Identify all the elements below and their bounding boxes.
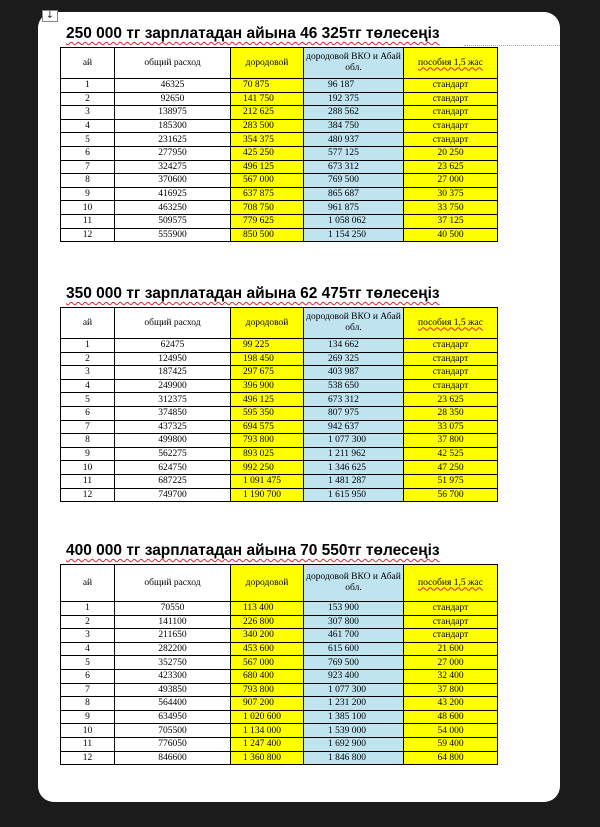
cell-month: 8 <box>61 697 115 711</box>
cell-prenatal-vko-abay: 942 637 <box>304 420 404 434</box>
cell-prenatal-vko-abay: 769 500 <box>304 656 404 670</box>
cell-allowance: 33 075 <box>404 420 498 434</box>
cell-prenatal: 496 125 <box>231 393 304 407</box>
table-row <box>61 201 498 215</box>
cell-prenatal: 779 625 <box>231 214 304 228</box>
cell-allowance: стандарт <box>404 352 498 366</box>
cell-total-expense: 437325 <box>115 420 231 434</box>
header-allowance: пособия 1,5 жас <box>404 565 498 602</box>
section-title: 400 000 тг зарплатадан айына 70 550тг төлесеңіз <box>66 542 440 559</box>
cell-prenatal: 354 375 <box>231 133 304 147</box>
cell-total-expense: 231625 <box>115 133 231 147</box>
salary-section-350000 <box>60 284 498 502</box>
cell-month: 11 <box>61 214 115 228</box>
cell-allowance: 51 975 <box>404 474 498 488</box>
cell-prenatal: 283 500 <box>231 119 304 133</box>
cell-month: 2 <box>61 615 115 629</box>
cell-allowance: 30 375 <box>404 187 498 201</box>
cell-total-expense: 70550 <box>115 602 231 616</box>
cell-month: 8 <box>61 434 115 448</box>
cell-total-expense: 634950 <box>115 710 231 724</box>
cell-prenatal: 212 625 <box>231 106 304 120</box>
cell-allowance: 21 600 <box>404 642 498 656</box>
cell-prenatal-vko-abay: 461 700 <box>304 629 404 643</box>
cell-month: 8 <box>61 174 115 188</box>
cell-total-expense: 509575 <box>115 214 231 228</box>
cell-month: 3 <box>61 366 115 380</box>
payment-table <box>60 564 498 765</box>
table-row <box>61 174 498 188</box>
cell-prenatal: 567 000 <box>231 656 304 670</box>
cell-total-expense: 92650 <box>115 92 231 106</box>
cell-month: 1 <box>61 602 115 616</box>
header-total-expense: общий расход <box>115 48 231 79</box>
cell-total-expense: 562275 <box>115 447 231 461</box>
cell-month: 7 <box>61 683 115 697</box>
cell-allowance: стандарт <box>404 366 498 380</box>
cell-prenatal-vko-abay: 1 539 000 <box>304 724 404 738</box>
cell-prenatal: 793 800 <box>231 434 304 448</box>
cell-total-expense: 282200 <box>115 642 231 656</box>
cell-total-expense: 187425 <box>115 366 231 380</box>
table-row <box>61 393 498 407</box>
table-header-row <box>61 565 498 602</box>
cell-prenatal-vko-abay: 615 600 <box>304 642 404 656</box>
section-title: 350 000 тг зарплатадан айына 62 475тг төлесеңіз <box>66 285 440 302</box>
cell-prenatal-vko-abay: 538 650 <box>304 379 404 393</box>
table-row <box>61 228 498 242</box>
cell-prenatal: 340 200 <box>231 629 304 643</box>
cell-prenatal: 297 675 <box>231 366 304 380</box>
table-row <box>61 366 498 380</box>
cell-allowance: 37 125 <box>404 214 498 228</box>
header-allowance: пособия 1,5 жас <box>404 48 498 79</box>
cell-prenatal: 907 200 <box>231 697 304 711</box>
cell-month: 5 <box>61 133 115 147</box>
cell-prenatal: 708 750 <box>231 201 304 215</box>
cell-month: 1 <box>61 79 115 93</box>
cell-allowance: 54 000 <box>404 724 498 738</box>
cell-prenatal-vko-abay: 192 375 <box>304 92 404 106</box>
section-title: 250 000 тг зарплатадан айына 46 325тг төлесеңіз <box>66 25 440 42</box>
cell-prenatal-vko-abay: 288 562 <box>304 106 404 120</box>
cell-allowance: стандарт <box>404 133 498 147</box>
cell-month: 9 <box>61 187 115 201</box>
cell-allowance: стандарт <box>404 379 498 393</box>
table-row <box>61 434 498 448</box>
cell-allowance: 56 700 <box>404 488 498 502</box>
cell-prenatal-vko-abay: 96 187 <box>304 79 404 93</box>
header-prenatal-vko-abay: дородовой ВКО и Абай обл. <box>304 48 404 79</box>
cell-prenatal-vko-abay: 1 481 287 <box>304 474 404 488</box>
cell-prenatal-vko-abay: 1 846 800 <box>304 751 404 765</box>
cell-month: 5 <box>61 656 115 670</box>
header-month: ай <box>61 308 115 339</box>
table-row <box>61 461 498 475</box>
cell-month: 11 <box>61 474 115 488</box>
table-row <box>61 697 498 711</box>
cell-total-expense: 416925 <box>115 187 231 201</box>
cell-allowance: 37 800 <box>404 434 498 448</box>
cell-allowance: 33 750 <box>404 201 498 215</box>
cell-prenatal: 226 800 <box>231 615 304 629</box>
cell-total-expense: 324275 <box>115 160 231 174</box>
cell-month: 1 <box>61 339 115 353</box>
cell-total-expense: 277950 <box>115 146 231 160</box>
cell-total-expense: 493850 <box>115 683 231 697</box>
cell-prenatal-vko-abay: 865 687 <box>304 187 404 201</box>
cell-prenatal-vko-abay: 480 937 <box>304 133 404 147</box>
cell-total-expense: 352750 <box>115 656 231 670</box>
cell-prenatal: 1 247 400 <box>231 737 304 751</box>
table-row <box>61 737 498 751</box>
cell-prenatal-vko-abay: 1 385 100 <box>304 710 404 724</box>
table-row <box>61 642 498 656</box>
cell-allowance: 32 400 <box>404 669 498 683</box>
cell-prenatal-vko-abay: 1 077 300 <box>304 434 404 448</box>
table-row <box>61 214 498 228</box>
header-prenatal: дородовой <box>231 48 304 79</box>
salary-section-400000 <box>60 541 498 765</box>
cell-prenatal: 1 134 000 <box>231 724 304 738</box>
table-row <box>61 710 498 724</box>
cell-prenatal: 1 091 475 <box>231 474 304 488</box>
table-row <box>61 615 498 629</box>
cell-prenatal: 595 350 <box>231 406 304 420</box>
cell-total-expense: 211650 <box>115 629 231 643</box>
table-row <box>61 133 498 147</box>
cell-allowance: 37 800 <box>404 683 498 697</box>
cell-month: 3 <box>61 106 115 120</box>
cell-total-expense: 249900 <box>115 379 231 393</box>
cell-month: 12 <box>61 228 115 242</box>
cell-total-expense: 555900 <box>115 228 231 242</box>
cell-month: 10 <box>61 724 115 738</box>
table-row <box>61 629 498 643</box>
cell-month: 12 <box>61 488 115 502</box>
table-row <box>61 79 498 93</box>
cell-total-expense: 564400 <box>115 697 231 711</box>
cell-total-expense: 776050 <box>115 737 231 751</box>
cell-prenatal: 793 800 <box>231 683 304 697</box>
cell-prenatal-vko-abay: 384 750 <box>304 119 404 133</box>
payment-table <box>60 47 498 242</box>
cell-month: 6 <box>61 406 115 420</box>
cell-prenatal: 99 225 <box>231 339 304 353</box>
cell-prenatal-vko-abay: 577 125 <box>304 146 404 160</box>
cell-prenatal-vko-abay: 1 692 900 <box>304 737 404 751</box>
table-header-row <box>61 308 498 339</box>
cell-prenatal: 113 400 <box>231 602 304 616</box>
table-row <box>61 474 498 488</box>
cell-month: 2 <box>61 352 115 366</box>
cell-prenatal-vko-abay: 961 875 <box>304 201 404 215</box>
cell-prenatal: 1 020 600 <box>231 710 304 724</box>
cell-allowance: 20 250 <box>404 146 498 160</box>
cell-prenatal-vko-abay: 153 900 <box>304 602 404 616</box>
cell-allowance: 27 000 <box>404 174 498 188</box>
cell-month: 6 <box>61 146 115 160</box>
cell-allowance: стандарт <box>404 602 498 616</box>
cell-allowance: стандарт <box>404 339 498 353</box>
cell-prenatal: 992 250 <box>231 461 304 475</box>
cell-allowance: стандарт <box>404 629 498 643</box>
cell-prenatal-vko-abay: 1 615 950 <box>304 488 404 502</box>
cell-month: 4 <box>61 119 115 133</box>
cell-month: 7 <box>61 160 115 174</box>
cell-total-expense: 138975 <box>115 106 231 120</box>
cell-allowance: 43 200 <box>404 697 498 711</box>
header-total-expense: общий расход <box>115 308 231 339</box>
cell-allowance: 64 800 <box>404 751 498 765</box>
cell-total-expense: 62475 <box>115 339 231 353</box>
cell-allowance: 47 250 <box>404 461 498 475</box>
cell-month: 9 <box>61 447 115 461</box>
cell-allowance: 59 400 <box>404 737 498 751</box>
cell-prenatal: 70 875 <box>231 79 304 93</box>
cell-total-expense: 624750 <box>115 461 231 475</box>
cell-month: 11 <box>61 737 115 751</box>
cell-prenatal: 694 575 <box>231 420 304 434</box>
cell-total-expense: 705500 <box>115 724 231 738</box>
table-row <box>61 420 498 434</box>
cell-prenatal-vko-abay: 923 400 <box>304 669 404 683</box>
cell-allowance: стандарт <box>404 79 498 93</box>
table-row <box>61 724 498 738</box>
cell-allowance: стандарт <box>404 615 498 629</box>
arrow-down-icon: ↓ <box>42 10 58 22</box>
cell-prenatal: 425 250 <box>231 146 304 160</box>
table-row <box>61 602 498 616</box>
cell-allowance: 48 600 <box>404 710 498 724</box>
cell-month: 7 <box>61 420 115 434</box>
cell-prenatal-vko-abay: 1 077 300 <box>304 683 404 697</box>
cell-month: 6 <box>61 669 115 683</box>
header-prenatal: дородовой <box>231 565 304 602</box>
cell-prenatal: 496 125 <box>231 160 304 174</box>
cell-prenatal-vko-abay: 403 987 <box>304 366 404 380</box>
table-row <box>61 92 498 106</box>
table-row <box>61 119 498 133</box>
cell-prenatal: 198 450 <box>231 352 304 366</box>
table-row <box>61 187 498 201</box>
table-row <box>61 683 498 697</box>
cell-prenatal-vko-abay: 1 154 250 <box>304 228 404 242</box>
table-row <box>61 669 498 683</box>
cell-prenatal-vko-abay: 807 975 <box>304 406 404 420</box>
table-row <box>61 352 498 366</box>
cell-allowance: 23 625 <box>404 393 498 407</box>
cell-month: 9 <box>61 710 115 724</box>
cell-total-expense: 749700 <box>115 488 231 502</box>
cell-total-expense: 185300 <box>115 119 231 133</box>
cell-prenatal-vko-abay: 1 346 625 <box>304 461 404 475</box>
cell-total-expense: 124950 <box>115 352 231 366</box>
cell-prenatal-vko-abay: 1 211 962 <box>304 447 404 461</box>
cell-prenatal-vko-abay: 307 800 <box>304 615 404 629</box>
cell-prenatal: 637 875 <box>231 187 304 201</box>
cell-allowance: 42 525 <box>404 447 498 461</box>
table-row <box>61 751 498 765</box>
header-prenatal-vko-abay: дородовой ВКО и Абай обл. <box>304 565 404 602</box>
cell-prenatal-vko-abay: 673 312 <box>304 160 404 174</box>
cell-total-expense: 141100 <box>115 615 231 629</box>
cell-month: 3 <box>61 629 115 643</box>
header-month: ай <box>61 48 115 79</box>
salary-section-250000 <box>60 24 498 242</box>
cell-month: 10 <box>61 201 115 215</box>
header-prenatal-vko-abay: дородовой ВКО и Абай обл. <box>304 308 404 339</box>
cell-prenatal-vko-abay: 1 231 200 <box>304 697 404 711</box>
cell-allowance: 28 350 <box>404 406 498 420</box>
cell-total-expense: 499800 <box>115 434 231 448</box>
cell-prenatal: 453 600 <box>231 642 304 656</box>
cell-prenatal-vko-abay: 673 312 <box>304 393 404 407</box>
table-row <box>61 339 498 353</box>
cell-allowance: стандарт <box>404 92 498 106</box>
cell-prenatal: 1 190 700 <box>231 488 304 502</box>
cell-month: 4 <box>61 379 115 393</box>
cell-month: 5 <box>61 393 115 407</box>
table-row <box>61 656 498 670</box>
table-row <box>61 106 498 120</box>
cell-total-expense: 463250 <box>115 201 231 215</box>
cell-prenatal-vko-abay: 269 325 <box>304 352 404 366</box>
header-month: ай <box>61 565 115 602</box>
table-row <box>61 488 498 502</box>
cell-total-expense: 687225 <box>115 474 231 488</box>
cell-total-expense: 846600 <box>115 751 231 765</box>
header-prenatal: дородовой <box>231 308 304 339</box>
table-row <box>61 146 498 160</box>
cell-total-expense: 312375 <box>115 393 231 407</box>
cell-prenatal-vko-abay: 769 500 <box>304 174 404 188</box>
cell-prenatal: 396 900 <box>231 379 304 393</box>
cell-allowance: 27 000 <box>404 656 498 670</box>
cell-month: 4 <box>61 642 115 656</box>
header-total-expense: общий расход <box>115 565 231 602</box>
header-allowance: пособия 1,5 жас <box>404 308 498 339</box>
cell-allowance: стандарт <box>404 106 498 120</box>
cell-allowance: 23 625 <box>404 160 498 174</box>
cell-allowance: стандарт <box>404 119 498 133</box>
cell-total-expense: 374850 <box>115 406 231 420</box>
cell-prenatal: 680 400 <box>231 669 304 683</box>
table-row <box>61 406 498 420</box>
cell-prenatal: 141 750 <box>231 92 304 106</box>
payment-table <box>60 307 498 502</box>
cell-prenatal: 1 360 800 <box>231 751 304 765</box>
cell-prenatal-vko-abay: 134 662 <box>304 339 404 353</box>
table-row <box>61 160 498 174</box>
table-row <box>61 447 498 461</box>
cell-prenatal: 567 000 <box>231 174 304 188</box>
cell-total-expense: 423300 <box>115 669 231 683</box>
cell-total-expense: 370600 <box>115 174 231 188</box>
cell-prenatal: 850 500 <box>231 228 304 242</box>
table-header-row <box>61 48 498 79</box>
cell-prenatal-vko-abay: 1 058 062 <box>304 214 404 228</box>
cell-month: 2 <box>61 92 115 106</box>
cell-prenatal: 893 025 <box>231 447 304 461</box>
table-row <box>61 379 498 393</box>
cell-allowance: 40 500 <box>404 228 498 242</box>
cell-month: 12 <box>61 751 115 765</box>
cell-total-expense: 46325 <box>115 79 231 93</box>
cell-month: 10 <box>61 461 115 475</box>
